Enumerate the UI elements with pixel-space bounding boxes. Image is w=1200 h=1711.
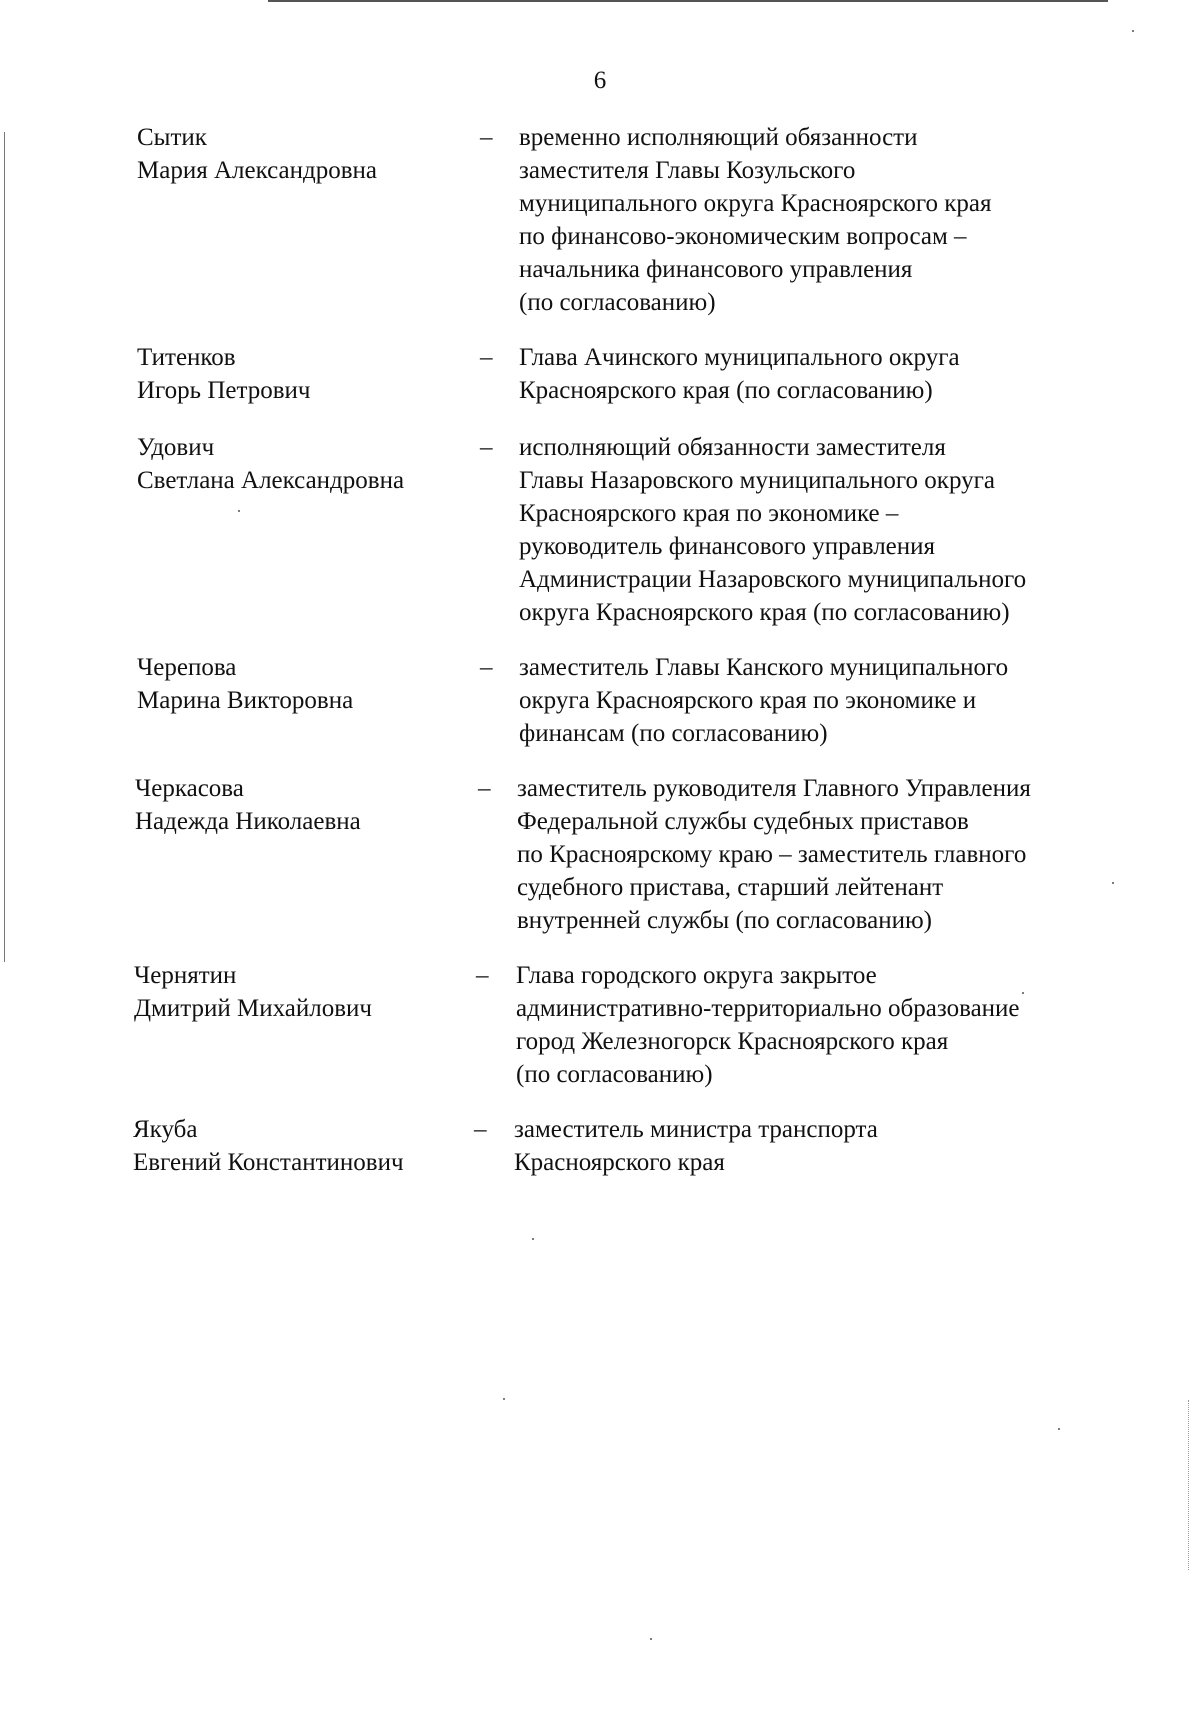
- scan-speck: [532, 1238, 534, 1240]
- member-position: исполняющий обязанности заместителя Главы Назаровского муниципального округа Красноярского края по экономике – руководитель финансового управления Администрации Назаровского муниципального округа Красноярского края (по согласованию): [519, 434, 1027, 626]
- member-position: Глава Ачинского муниципального округа Красноярского края (по согласованию): [519, 344, 960, 404]
- member-surname: Титенков: [137, 344, 236, 371]
- page-number: 6: [593, 67, 607, 94]
- scan-speck: [503, 1398, 505, 1400]
- scan-top-border: [268, 0, 1108, 2]
- scan-right-edge: [1188, 1400, 1190, 1570]
- member-given-names: Игорь Петрович: [137, 377, 311, 404]
- member-position: заместитель руководителя Главного Управления Федеральной службы судебных приставов по Красноярскому краю – заместитель главного судебного пристава, старший лейтенант внутренней службы (по согласованию): [517, 775, 1031, 934]
- entry-dash: –: [480, 124, 493, 151]
- member-given-names: Евгений Константинович: [133, 1149, 404, 1176]
- member-surname: Черепова: [137, 654, 237, 681]
- entry-dash: –: [480, 654, 493, 681]
- member-surname: Чернятин: [134, 962, 237, 989]
- entry-dash: –: [480, 344, 493, 371]
- member-surname: Сытик: [137, 124, 207, 151]
- member-given-names: Надежда Николаевна: [135, 808, 361, 835]
- scan-left-edge: [4, 132, 5, 962]
- scan-speck: [238, 510, 240, 512]
- member-position: временно исполняющий обязанности заместителя Главы Козульского муниципального округа Красноярского края по финансово-экономическим вопросам – начальника финансового управления (по согласованию): [519, 124, 992, 316]
- member-given-names: Светлана Александровна: [137, 467, 405, 494]
- member-surname: Якуба: [133, 1116, 198, 1143]
- entry-dash: –: [476, 962, 489, 989]
- member-position: заместитель министра транспорта Красноярского края: [514, 1116, 878, 1176]
- scan-speck: [1022, 992, 1024, 994]
- entry-dash: –: [478, 775, 491, 802]
- scan-speck: [1112, 882, 1114, 884]
- member-given-names: Мария Александровна: [137, 157, 377, 184]
- member-surname: Удович: [137, 434, 215, 461]
- scan-speck: [650, 1638, 652, 1640]
- entry-dash: –: [474, 1116, 487, 1143]
- scan-speck: [1058, 1428, 1060, 1430]
- member-given-names: Марина Викторовна: [137, 687, 354, 714]
- scan-speck: [1132, 30, 1134, 32]
- member-given-names: Дмитрий Михайлович: [134, 995, 372, 1022]
- member-position: заместитель Главы Канского муниципального округа Красноярского края по экономике и финансам (по согласованию): [519, 654, 1009, 747]
- member-surname: Черкасова: [135, 775, 244, 802]
- member-position: Глава городского округа закрытое административно-территориально образование город Железногорск Красноярского края (по согласованию): [516, 962, 1020, 1088]
- entry-dash: –: [480, 434, 493, 461]
